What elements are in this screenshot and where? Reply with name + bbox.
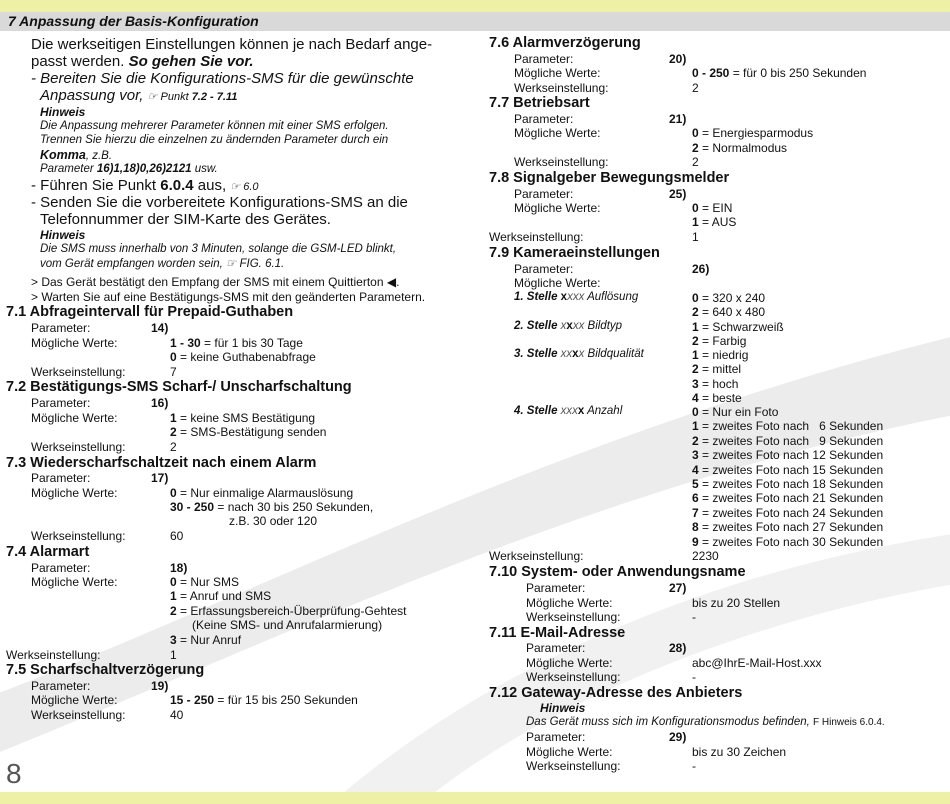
param-number: 28) (669, 641, 687, 655)
factory-label: Werkseinstellung: (31, 365, 126, 379)
value-option: 1 = AUS (692, 215, 737, 229)
values-label: Mögliche Werte: (31, 486, 118, 500)
value-option-note: (Keine SMS- und Anrufalarmierung) (192, 618, 383, 632)
camera-option: 3 = hoch (692, 376, 739, 391)
result-line-2: > Warten Sie auf eine Bestätigungs-SMS mit den geänderten Parametern. (31, 290, 426, 304)
value-option: bis zu 30 Zeichen (692, 745, 787, 759)
values-label: Mögliche Werte: (514, 276, 601, 290)
values-label: Mögliche Werte: (31, 336, 118, 350)
values-label: Mögliche Werte: (31, 575, 118, 589)
hint-2-line-2: vom Gerät empfangen worden sein, ☞ FIG. 6.1. (40, 258, 285, 270)
factory-value: 2 (692, 81, 699, 95)
value-option: 1 - 30 = für 1 bis 30 Tage (170, 336, 303, 350)
camera-option: 6 = zweites Foto nach 21 Sekunden (692, 491, 884, 506)
section-7-11-title: 7.11 E-Mail-Adresse (489, 625, 626, 641)
section-7-6-title: 7.6 Alarmverzögerung (489, 35, 641, 51)
value-option: 0 = keine Guthabenabfrage (170, 350, 316, 364)
param-label: Parameter: (526, 730, 586, 744)
section-7-1-title: 7.1 Abfrageintervall für Prepaid-Guthaben (6, 304, 294, 320)
factory-value: 40 (170, 708, 184, 722)
values-label: Mögliche Werte: (526, 656, 613, 670)
top-color-band (0, 0, 950, 12)
section-7-5-title: 7.5 Scharfschaltverzögerung (6, 662, 205, 678)
value-option: 15 - 250 = für 15 bis 250 Sekunden (170, 693, 358, 707)
digit-4-count-label: 4. Stelle xxxx Anzahl (514, 405, 623, 417)
param-number: 16) (151, 396, 169, 410)
camera-option: 3 = zweites Foto nach 12 Sekunden (692, 448, 884, 463)
hint-1-line-3: Komma, z.B. (40, 148, 113, 162)
section-header-bar (0, 12, 950, 31)
param-label: Parameter: (31, 679, 91, 693)
hint-1-line-1: Die Anpassung mehrerer Parameter können mit einer SMS erfolgen. (40, 120, 389, 132)
camera-option: 5 = zweites Foto nach 18 Sekunden (692, 477, 884, 491)
factory-label: Werkseinstellung: (31, 708, 126, 722)
value-option-note: z.B. 30 oder 120 (229, 514, 318, 528)
value-option: 1 = keine SMS Bestätigung (170, 411, 316, 425)
values-label: Mögliche Werte: (514, 201, 601, 215)
value-option: 1 = Anruf und SMS (170, 589, 272, 603)
factory-label: Werkseinstellung: (489, 230, 584, 244)
hint-1-line-4: Parameter 16)1,18)0,26)2121 usw. (40, 163, 218, 175)
param-number: 20) (669, 52, 687, 66)
camera-option: 4 = beste (692, 391, 742, 406)
values-label: Mögliche Werte: (31, 693, 118, 707)
section-7-9-title: 7.9 Kameraeinstellungen (489, 245, 660, 261)
step-3-line-1: - Senden Sie die vorbereitete Konfigurations-SMS an die (31, 194, 408, 211)
factory-value: 7 (170, 365, 177, 379)
param-number: 18) (170, 561, 188, 575)
value-option: 0 = Nur einmalige Alarmauslösung (170, 486, 354, 500)
values-label: Mögliche Werte: (526, 596, 613, 610)
param-number: 26) (692, 262, 710, 276)
result-line-1: > Das Gerät bestätigt den Empfang der SMS mit einem Quittierton ◀. (31, 275, 400, 289)
factory-label: Werkseinstellung: (31, 529, 126, 543)
camera-option: 7 = zweites Foto nach 24 Sekunden (692, 505, 884, 520)
factory-label: Werkseinstellung: (514, 81, 609, 95)
value-option: bis zu 20 Stellen (692, 596, 781, 610)
value-option: 0 - 250 = für 0 bis 250 Sekunden (692, 66, 867, 80)
camera-option: 1 = niedrig (692, 348, 749, 362)
param-label: Parameter: (514, 112, 574, 126)
values-label: Mögliche Werte: (526, 745, 613, 759)
values-label: Mögliche Werte: (514, 66, 601, 80)
factory-value: 1 (692, 230, 699, 244)
camera-option: 1 = Schwarzweiß (692, 320, 784, 334)
intro-line-2: passt werden. So gehen Sie vor. (31, 53, 254, 70)
factory-value: 2 (692, 155, 699, 169)
value-option: 2 = Normalmodus (692, 141, 788, 155)
hint-1-heading: Hinweis (40, 105, 86, 119)
section-title: 7 Anpassung der Basis-Konfiguration (8, 13, 259, 29)
factory-value: - (692, 759, 696, 773)
section-7-4-title: 7.4 Alarmart (6, 544, 90, 560)
values-label: Mögliche Werte: (514, 126, 601, 140)
param-label: Parameter: (526, 581, 586, 595)
param-label: Parameter: (514, 52, 574, 66)
camera-option: 0 = Nur ein Foto (692, 405, 779, 419)
param-number: 25) (669, 187, 687, 201)
camera-option: 8 = zweites Foto nach 27 Sekunden (692, 520, 884, 535)
hint-1-line-2: Trennen Sie hierzu die einzelnen zu ändernden Parameter durch ein (40, 134, 389, 146)
section-7-12-title: 7.12 Gateway-Adresse des Anbieters (489, 685, 743, 701)
value-option: 3 = Nur Anruf (170, 633, 242, 647)
param-number: 17) (151, 471, 169, 485)
camera-option: 2 = mittel (692, 362, 742, 377)
value-option: 0 = Energiesparmodus (692, 126, 814, 140)
param-number: 14) (151, 321, 169, 335)
camera-option: 4 = zweites Foto nach 15 Sekunden (692, 462, 884, 477)
param-number: 21) (669, 112, 687, 126)
param-label: Parameter: (31, 471, 91, 485)
value-option: abc@IhrE-Mail-Host.xxx (692, 656, 822, 670)
hint-text: Das Gerät muss sich im Konfigurationsmodus befinden, F Hinweis 6.0.4. (526, 716, 885, 728)
param-label: Parameter: (31, 561, 91, 575)
camera-option: 0 = 320 x 240 (692, 291, 766, 305)
value-option: 2 = SMS-Bestätigung senden (170, 425, 327, 439)
value-option: 0 = EIN (692, 201, 733, 215)
factory-value: 2 (170, 440, 177, 454)
section-7-8-title: 7.8 Signalgeber Bewegungsmelder (489, 170, 730, 186)
intro-line-1: Die werkseitigen Einstellungen können je nach Bedarf ange- (31, 36, 433, 53)
page-number: 8 (6, 758, 22, 789)
values-label: Mögliche Werte: (31, 411, 118, 425)
value-option: 30 - 250 = nach 30 bis 250 Sekunden, (170, 500, 374, 514)
hint-2-heading: Hinweis (40, 228, 86, 242)
param-label: Parameter: (31, 396, 91, 410)
factory-label: Werkseinstellung: (489, 549, 584, 563)
factory-label: Werkseinstellung: (526, 670, 621, 684)
digit-2-image-type-label: 2. Stelle xxxx Bildtyp (514, 320, 623, 332)
camera-option: 2 = 640 x 480 (692, 305, 766, 320)
section-7-2-title: 7.2 Bestätigungs-SMS Scharf-/ Unscharfschaltung (6, 379, 352, 395)
factory-value: 2230 (692, 549, 719, 563)
param-number: 19) (151, 679, 169, 693)
section-7-10-title: 7.10 System- oder Anwendungsname (489, 564, 746, 580)
factory-label: Werkseinstellung: (526, 759, 621, 773)
param-number: 27) (669, 581, 687, 595)
param-number: 29) (669, 730, 687, 744)
digit-3-quality-label: 3. Stelle xxxx Bildqualität (514, 348, 644, 360)
bottom-color-band (0, 792, 950, 804)
section-7-7-title: 7.7 Betriebsart (489, 95, 590, 111)
value-option: 0 = Nur SMS (170, 575, 240, 589)
factory-label: Werkseinstellung: (514, 155, 609, 169)
factory-value: - (692, 610, 696, 624)
hint-heading: Hinweis (540, 701, 586, 715)
section-7-3-title: 7.3 Wiederscharfschaltzeit nach einem Alarm (6, 455, 317, 471)
step-1-line-2: Anpassung vor, ☞ Punkt 7.2 - 7.11 (40, 87, 238, 104)
param-label: Parameter: (514, 262, 574, 276)
factory-value: 60 (170, 529, 184, 543)
value-option: 2 = Erfassungsbereich-Überprüfung-Gehtest (170, 604, 407, 618)
factory-value: 1 (170, 648, 177, 662)
camera-option: 2 = zweites Foto nach 9 Sekunden (692, 433, 884, 448)
hint-2-line-1: Die SMS muss innerhalb von 3 Minuten, solange die GSM-LED blinkt, (40, 243, 397, 255)
camera-option: 2 = Farbig (692, 334, 747, 349)
param-label: Parameter: (526, 641, 586, 655)
factory-value: - (692, 670, 696, 684)
step-1-line-1: - Bereiten Sie die Konfigurations-SMS für die gewünschte (31, 70, 414, 87)
camera-option: 9 = zweites Foto nach 30 Sekunden (692, 534, 884, 549)
param-label: Parameter: (31, 321, 91, 335)
camera-option: 1 = zweites Foto nach 6 Sekunden (692, 419, 884, 434)
param-label: Parameter: (514, 187, 574, 201)
factory-label: Werkseinstellung: (526, 610, 621, 624)
factory-label: Werkseinstellung: (6, 648, 101, 662)
step-2: - Führen Sie Punkt 6.0.4 aus, ☞ 6.0 (31, 177, 259, 194)
digit-1-resolution-label: 1. Stelle xxxx Auflösung (514, 291, 639, 303)
factory-label: Werkseinstellung: (31, 440, 126, 454)
step-3-line-2: Telefonnummer der SIM-Karte des Gerätes. (40, 211, 331, 228)
